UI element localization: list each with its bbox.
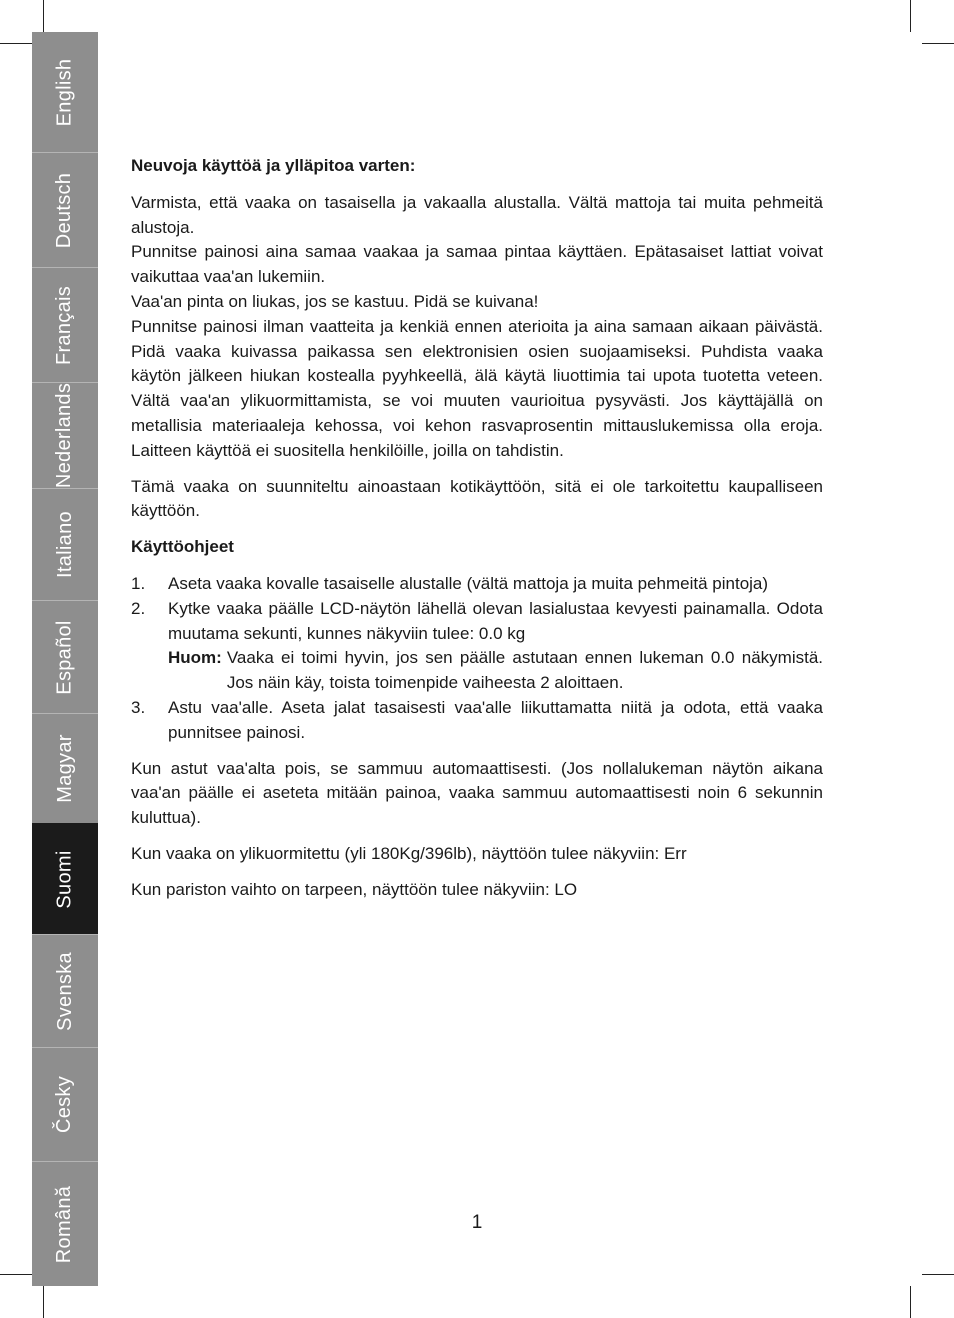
- instructions-heading: Käyttöohjeet: [131, 537, 234, 557]
- battery-paragraph: Kun pariston vaihto on tarpeen, näyttöön tulee näkyviin: LO: [131, 879, 578, 899]
- tab-english[interactable]: [32, 32, 98, 152]
- tab-label: Magyar: [53, 734, 76, 803]
- tab-label: Deutsch: [53, 172, 76, 248]
- tab-italiano[interactable]: [32, 488, 98, 600]
- care-line: Punnitse painosi aina samaa vaakaa ja samaa pintaa käyttäen. Epätasaiset lattiat voivat vaikuttaa vaa'an lukemiin.: [131, 242, 823, 287]
- crop-mark-bottom-left-vertical: [43, 1286, 44, 1318]
- care-section: [131, 191, 823, 464]
- step-text: Astu vaa'alle. Aseta jalat tasaisesti vaa'alle liikuttamatta niitä ja odota, että vaaka punnitsee painosi.: [168, 697, 823, 742]
- tab-cesky[interactable]: [32, 1047, 98, 1161]
- tab-label: English: [53, 58, 76, 126]
- tab-francais[interactable]: [32, 267, 98, 382]
- auto-off-paragraph: Kun astut vaa'alta pois, se sammuu automaattisesti. (Jos nollalukeman näytön aikana vaa'an päälle ei aseteta mitään painoa, vaaka sammuu automaattisesti noin 6 sekunnin kuluttua).: [131, 758, 823, 828]
- tab-espanol[interactable]: [32, 600, 98, 713]
- crop-mark-bottom-left-horizontal: [0, 1274, 32, 1275]
- care-line: Vaa'an pinta on liukas, jos se kastuu. Pidä se kuivana!: [131, 291, 539, 311]
- tab-suomi[interactable]: [32, 823, 98, 934]
- note-label: Huom:: [168, 648, 222, 668]
- tab-label: Česky: [53, 1075, 76, 1134]
- crop-mark-bottom-right-horizontal: [922, 1274, 954, 1275]
- step-number: 2.: [131, 598, 146, 618]
- care-line: Punnitse painosi ilman vaatteita ja kenkiä ennen aterioita ja aina samaan aikaan päivästä. Pidä vaaka kuivassa paikassa sen elektronisien osien suojaamiseksi. Puhdista vaaka käytön jälkeen hiukan kostealla pyyhkeellä, älä käytä liuottimia tai upota tuotetta veteen. Vältä vaa'an ylikuormittamista, se voi muuten vaurioitua pysyvästi. Jos käyttäjällä on metallisia materiaaleja kehossa, voi kehon rasvaprosentin mittauslukemissa olla eroja. Laitteen käyttöä ei suositella henkilöille, joilla on tahdistin.: [131, 316, 823, 460]
- step-text: Kytke vaaka päälle LCD-näytön lähellä olevan lasialustaa kevyesti painamalla. Odota muutama sekunti, kunnes näkyviin tulee: 0.0 kg: [168, 598, 823, 643]
- step-text: Aseta vaaka kovalle tasaiselle alustalle (vältä mattoja ja muita pehmeitä pintoja): [168, 573, 769, 593]
- tab-svenska[interactable]: [32, 934, 98, 1047]
- tab-label: Français: [53, 285, 76, 365]
- home-use-paragraph: Tämä vaaka on suunniteltu ainoastaan kotikäyttöön, sitä ei ole tarkoitettu kaupalliseen käyttöön.: [131, 476, 823, 521]
- tab-nederlands[interactable]: [32, 382, 98, 488]
- tab-label: Română: [53, 1185, 76, 1263]
- overload-paragraph: Kun vaaka on ylikuormitettu (yli 180Kg/396lb), näyttöön tulee näkyviin: Err: [131, 843, 687, 863]
- tab-label: Italiano: [53, 511, 76, 578]
- list-item: [131, 572, 823, 597]
- tab-label: Español: [53, 619, 76, 695]
- care-line: Varmista, että vaaka on tasaisella ja vakaalla alustalla. Vältä mattoja tai muita pehmeitä alustoja.: [131, 192, 823, 237]
- tab-deutsch[interactable]: [32, 152, 98, 267]
- tab-label: Svenska: [53, 951, 76, 1031]
- page-number: 1: [471, 1212, 483, 1233]
- step-note: [168, 646, 823, 696]
- care-heading: Neuvoja käyttöä ja ylläpitoa varten:: [131, 156, 416, 175]
- crop-mark-top-right-horizontal: [922, 43, 954, 44]
- list-item: [131, 696, 823, 746]
- tab-magyar[interactable]: [32, 713, 98, 823]
- tab-label: Suomi: [53, 849, 76, 909]
- manual-content: [131, 154, 823, 903]
- language-tabs: [32, 32, 98, 1286]
- crop-mark-top-right-vertical: [910, 0, 911, 32]
- step-number: 1.: [131, 573, 146, 593]
- list-item: [131, 597, 823, 696]
- crop-mark-top-left-horizontal: [0, 43, 32, 44]
- crop-mark-top-left-vertical: [43, 0, 44, 32]
- tab-label: Nederlands: [53, 382, 76, 489]
- crop-mark-bottom-right-vertical: [910, 1286, 911, 1318]
- note-text: Vaaka ei toimi hyvin, jos sen päälle astutaan ennen lukeman 0.0 näkymistä. Jos näin käy, toista toimenpide vaiheesta 2 aloittaen.: [226, 648, 823, 693]
- instruction-steps: [131, 572, 823, 746]
- step-number: 3.: [131, 697, 146, 717]
